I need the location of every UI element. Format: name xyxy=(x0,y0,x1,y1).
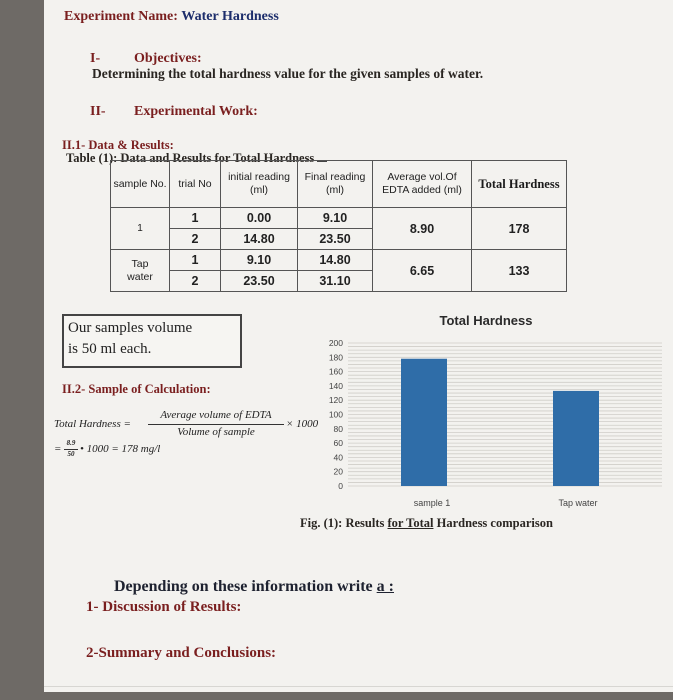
table-header-cell: Average vol.Of EDTA added (ml) xyxy=(373,161,472,208)
table-cell: 14.80 xyxy=(221,229,298,250)
chart-y-tick-label: 20 xyxy=(333,466,343,477)
instruction-text xyxy=(114,578,394,596)
chart-y-tick-label: 180 xyxy=(328,352,343,363)
table-cell: 1 xyxy=(170,250,221,271)
table-header-cell: sample No. xyxy=(111,161,170,208)
page-bottom-line xyxy=(44,686,673,687)
chart-category-label: Tap water xyxy=(558,498,598,508)
formula-multiplier: × 1000 xyxy=(286,418,319,430)
figure-caption-suffix: Hardness comparison xyxy=(436,516,553,530)
table-cell: 14.80 xyxy=(298,250,373,271)
formula-small-denominator: 50 xyxy=(67,450,75,458)
table-cell-line: Tap xyxy=(131,257,149,270)
chart-gridlines xyxy=(348,343,662,486)
table-cell: 178 xyxy=(472,208,567,250)
formula-result: • 1000 = 178 mg/l xyxy=(80,443,161,455)
table-cell: 23.50 xyxy=(221,271,298,292)
chart-bar xyxy=(553,391,599,486)
instruction-main: Depending on these information write xyxy=(114,578,373,595)
table-cell: 23.50 xyxy=(298,229,373,250)
document-page xyxy=(44,0,673,692)
figure-caption xyxy=(300,516,553,531)
section-1-number: I- xyxy=(90,51,101,66)
summary-heading: 2-Summary and Conclusions: xyxy=(86,645,277,661)
formula-small-numerator: 8.9 xyxy=(66,439,76,447)
chart-y-tick-label: 40 xyxy=(333,452,343,463)
table-cell: 8.90 xyxy=(373,208,472,250)
chart-y-tick-label: 120 xyxy=(328,395,343,406)
table-cell: 1 xyxy=(111,208,170,250)
experiment-name-label: Experiment Name: xyxy=(64,9,178,24)
table-cell: 6.65 xyxy=(373,250,472,292)
chart-bar xyxy=(401,359,447,486)
table-cell: 31.10 xyxy=(298,271,373,292)
note-line: Our samples volume xyxy=(68,320,193,336)
note-line: is 50 ml each. xyxy=(68,341,152,357)
experiment-name-value: Water Hardness xyxy=(181,9,279,24)
table-cell: 9.10 xyxy=(298,208,373,229)
data-results-heading: II.1- Data & Results: xyxy=(62,138,174,152)
table-header-cell: Total Hardness xyxy=(472,161,567,208)
chart-categories xyxy=(414,498,598,508)
chart-y-ticks xyxy=(329,338,343,491)
table-cell: 2 xyxy=(170,229,221,250)
table-cell: 0.00 xyxy=(221,208,298,229)
table-caption-text: Table (1): Data and Results for Total Hardness xyxy=(66,151,315,165)
formula-equals: = xyxy=(54,443,62,455)
chart-y-tick-label: 140 xyxy=(328,380,343,391)
table-cell: 9.10 xyxy=(221,250,298,271)
table-cell-line: water xyxy=(127,270,153,283)
chart-y-tick-label: 60 xyxy=(333,438,343,449)
chart-y-tick-label: 0 xyxy=(338,481,343,491)
table-cell: 2 xyxy=(170,271,221,292)
chart-category-label: sample 1 xyxy=(413,498,451,508)
calculation-heading: II.2- Sample of Calculation: xyxy=(62,382,211,396)
formula-denominator: Volume of sample xyxy=(177,426,255,438)
chart-y-tick-label: 100 xyxy=(328,409,343,420)
chart-y-tick-label: 80 xyxy=(333,423,343,434)
section-2-number: II- xyxy=(90,104,106,119)
objectives-text: Determining the total hardness value for the given samples of water. xyxy=(92,66,484,81)
section-1-title: Objectives: xyxy=(134,51,202,66)
figure-caption-prefix: Fig. (1): Results xyxy=(300,516,385,530)
chart-y-tick-label: 160 xyxy=(328,366,343,377)
table-header-cell: Final reading (ml) xyxy=(298,161,373,208)
total-hardness-chart xyxy=(44,0,673,540)
table-header-cell: initial reading (ml) xyxy=(221,161,298,208)
formula-lhs: Total Hardness = xyxy=(54,418,131,430)
chart-bars xyxy=(401,359,599,486)
discussion-heading: 1- Discussion of Results: xyxy=(86,599,242,615)
section-2-title: Experimental Work: xyxy=(134,104,258,119)
figure-caption-underlined: for Total xyxy=(387,516,434,530)
formula-numerator: Average volume of EDTA xyxy=(160,409,272,421)
table-header-cell: trial No xyxy=(170,161,221,208)
chart-y-tick-label: 200 xyxy=(328,338,343,348)
table-cell: 1 xyxy=(170,208,221,229)
instruction-underlined: a : xyxy=(376,578,394,595)
table-cell: 133 xyxy=(472,250,567,292)
chart-title: Total Hardness xyxy=(439,313,533,328)
